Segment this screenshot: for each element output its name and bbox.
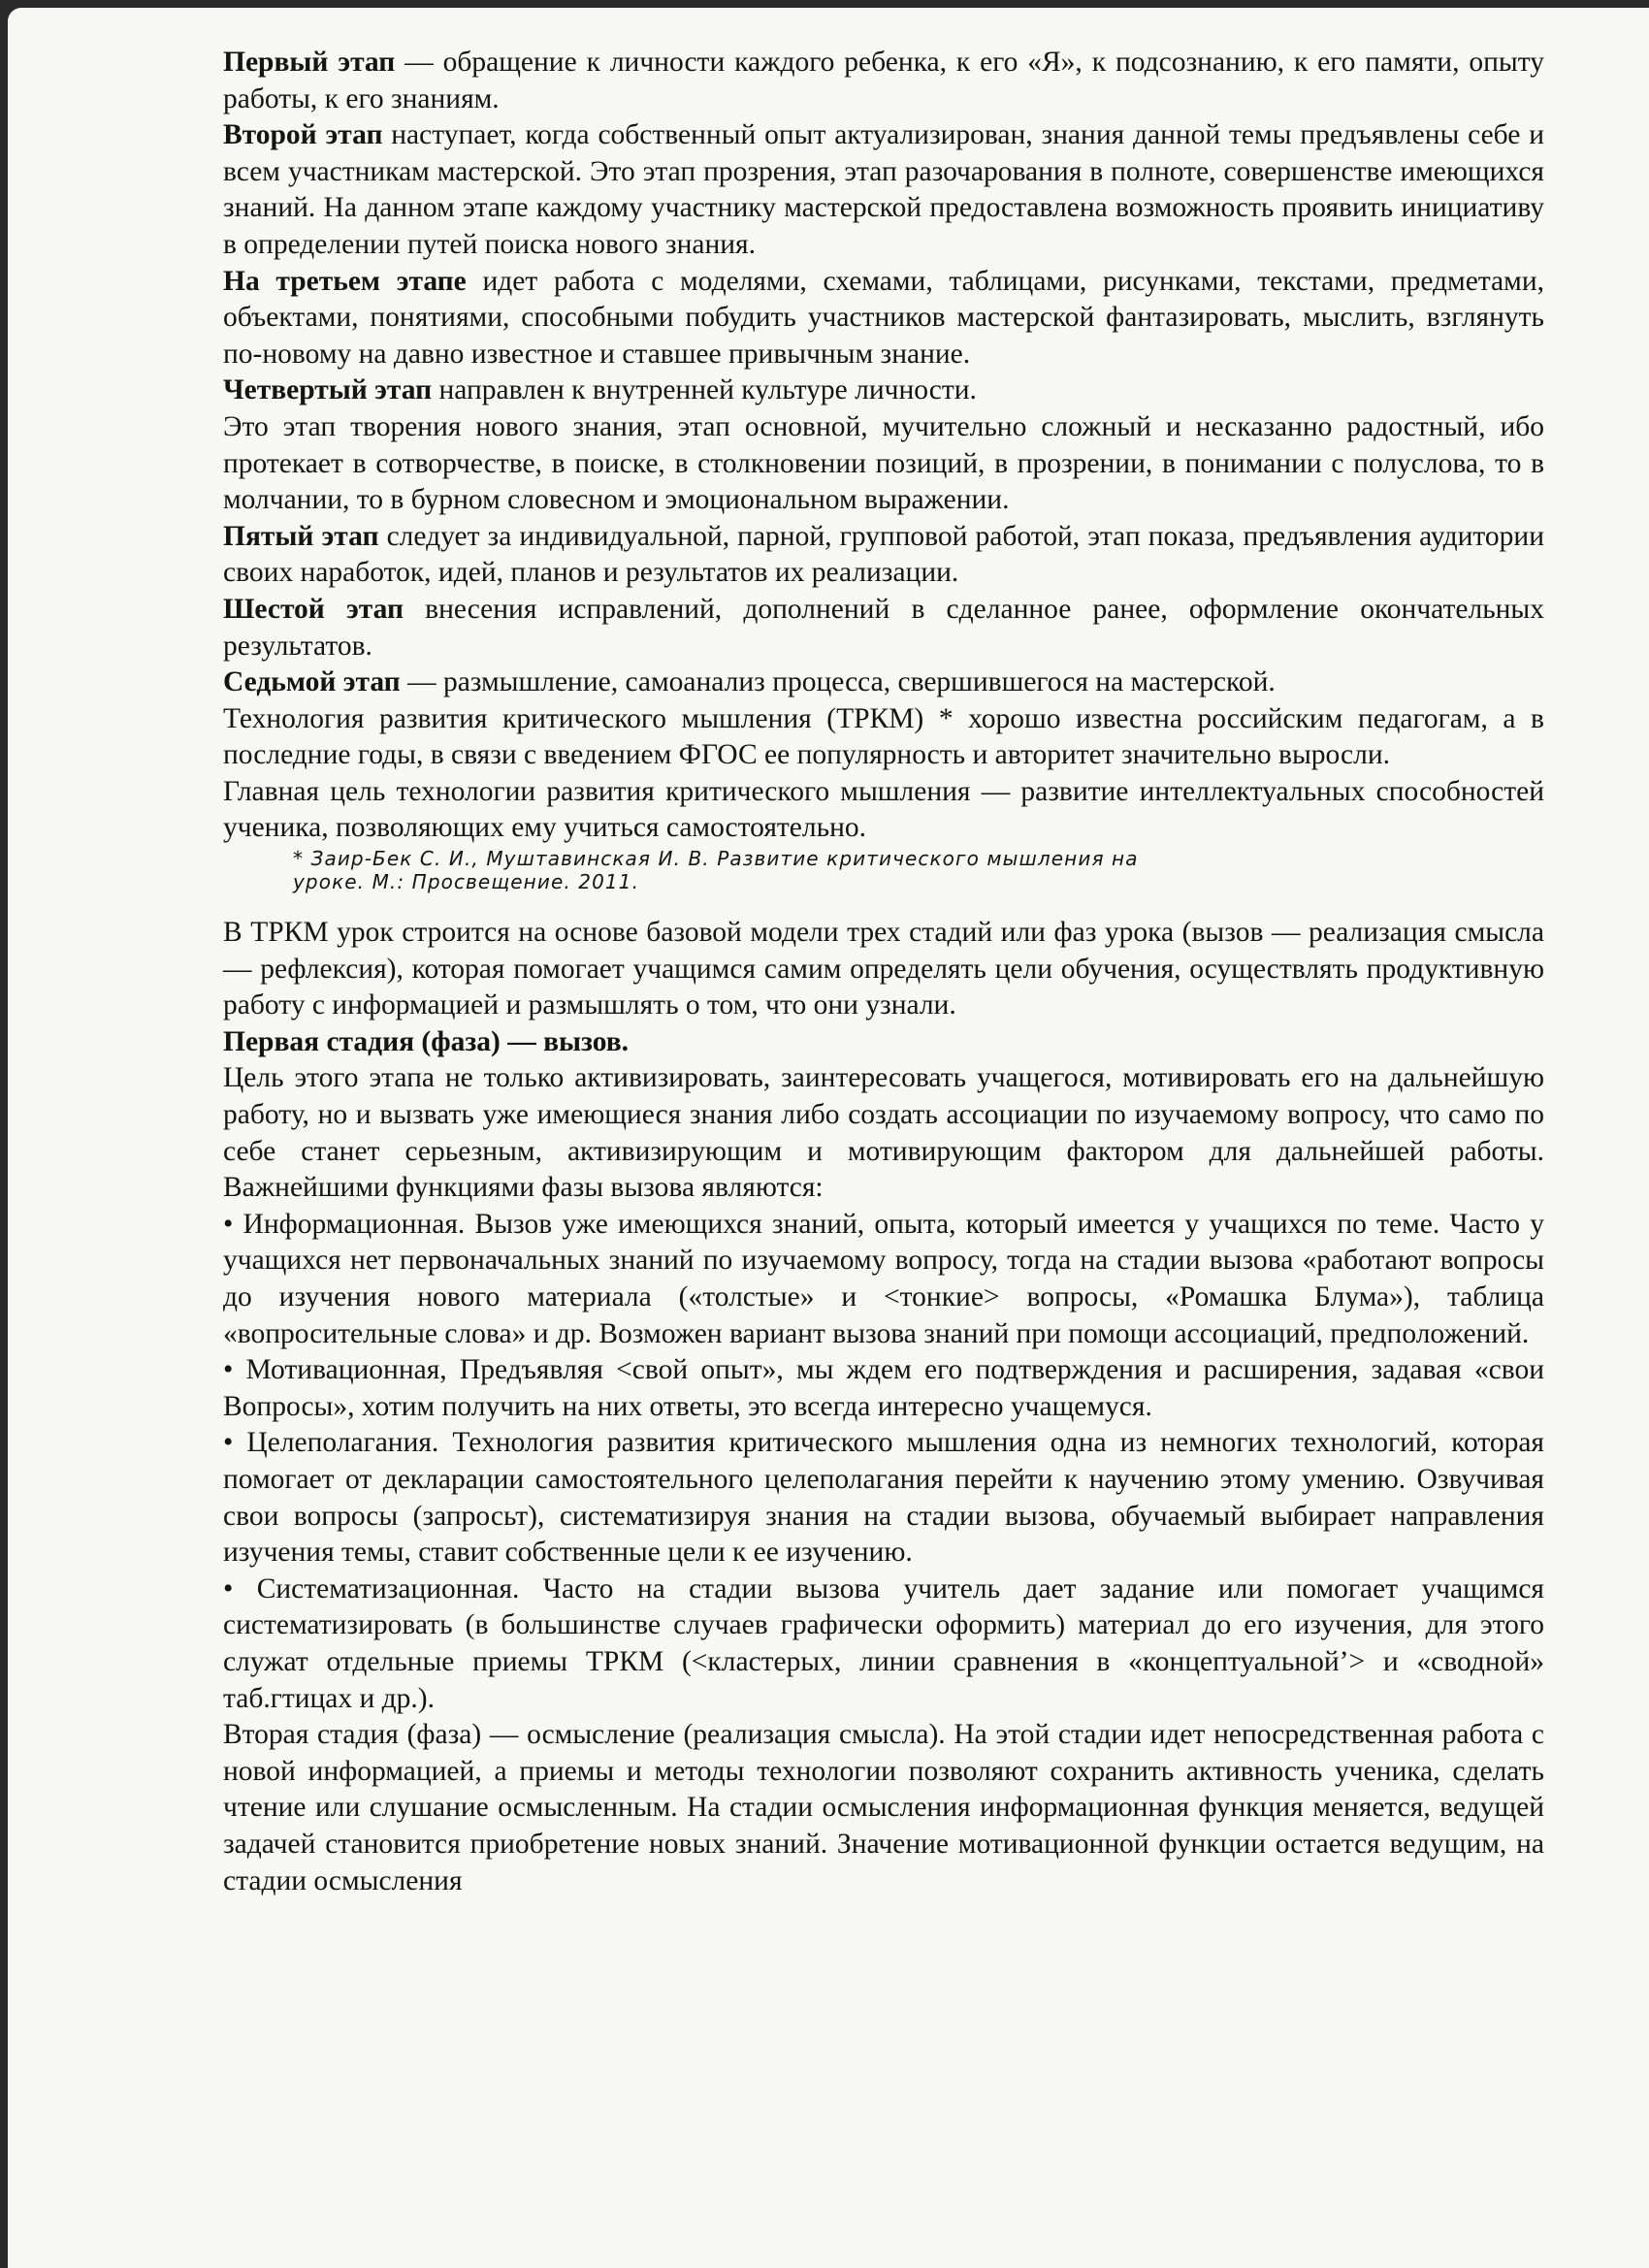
heading-first-stage [223, 1024, 1544, 1061]
lead-stage-4: Четвертый этап [223, 374, 433, 406]
text-motivational: • Мотивационная, Предъявляя <свой опыт», мы ждем его подтверждения и расширения, задавая «свои Вопросы», хотим получить на них ответы, это всегда интересно учащемуся. [223, 1354, 1544, 1422]
footnote-line-1: * Заир-Бек С. И., Муштавинская И. В. Развитие критического мышления на [293, 847, 1139, 871]
paragraph-first-stage-goal [223, 1060, 1544, 1206]
text-stage-2: наступает, когда собственный опыт актуализирован, знания данной темы предъявлены себе и всем участникам мастерской. Это этап прозрения, этап разочарования в полноте, совершенстве имеющихся знаний. На данном этапе каждому участнику мастерской предоставлена возможность проявить инициативу в определении путей поиска нового знания. [223, 119, 1544, 260]
text-lesson-model: В ТРКМ урок строится на основе базовой модели трех стадий или фаз урока (вызов — реализация смысла — рефлексия), которая помогает учащимся самим определять цели обучения, осуществлять продуктивную работу с информацией и размышлять о том, что они узнали. [223, 917, 1544, 1021]
paragraph-trkm-intro [223, 701, 1544, 774]
bullet-goal-setting [223, 1425, 1544, 1571]
paragraph-second-stage [223, 1717, 1544, 1899]
paragraph-stage-7 [223, 664, 1544, 701]
text-stage-4-detail: Это этап творения нового знания, этап основной, мучительно сложный и несказанно радостный, ибо протекает в сотворчестве, в поиске, в столкновении позиций, в прозрении, в понимании с полуслова, то в молчании, то в бурном словесном и эмоциональном выражении. [223, 410, 1544, 516]
text-stage-4: направлен к внутренней культуре личности. [432, 374, 977, 406]
paragraph-stage-6 [223, 592, 1544, 664]
lead-stage-1: Первый этап [223, 47, 396, 78]
text-stage-6: внесения исправлений, дополнений в сделанное ранее, оформление окончательных результатов. [223, 593, 1545, 662]
bullet-informational [223, 1207, 1544, 1352]
text-trkm-goal: Главная цель технологии развития критического мышления — развитие интеллектуальных способностей ученика, позволяющих ему учиться самостоятельно. [223, 775, 1544, 844]
text-stage-1: — обращение к личности каждого ребенка, к его «Я», к подсознанию, к его памяти, опыту работы, к его знаниям. [223, 47, 1544, 114]
footnote-line-2: уроке. М.: Просвещение. 2011. [293, 870, 640, 894]
paragraph-stage-1 [223, 45, 1544, 117]
text-trkm-intro: Технология развития критического мышления (ТРКМ) * хорошо известна российским педагогам, а в последние годы, в связи с введением ФГОС ее популярность и авторитет значительно выросли. [223, 702, 1544, 771]
bullet-motivational [223, 1352, 1544, 1425]
paragraph-stage-5 [223, 519, 1544, 592]
paragraph-stage-2 [223, 117, 1544, 263]
lead-stage-2: Второй этап [223, 119, 383, 151]
lead-stage-6: Шестой этап [223, 593, 404, 625]
paragraph-stage-4 [223, 373, 1544, 409]
text-stage-7: — размышление, самоанализ процесса, свершившегося на мастерской. [400, 666, 1276, 698]
text-first-stage-goal: Цель этого этапа не только активизировать, заинтересовать учащегося, мотивировать его на дальнейшую работу, но и вызвать уже имеющиеся знания либо создать ассоциации по изучаемому вопросу, что само по себе станет серьезным, активизирующим и мотивирующим фактором для дальнейшей работы. Важнейшими функциями фазы вызова являются: [223, 1062, 1544, 1204]
bullet-systematization [223, 1571, 1544, 1717]
text-systematization: • Систематизационная. Часто на стадии вызова учитель дает задание или помогает учащимся систематизировать (в большинстве случаев графически оформить) материал до его изучения, для этого служат отдельные приемы ТРКМ (<кластерых, линии сравнения в «концептуальной’> и «сводной» таб.гтицах и др.). [223, 1572, 1544, 1714]
text-informational: • Информационная. Вызов уже имеющихся знаний, опыта, который имеется у учащихся по теме. Часто у учащихся нет первоначальных знаний по изучаемому вопросу, тогда на стадии вызова «работают вопросы до изучения нового материала («толстые» и <тонкие> вопросы, «Ромашка Блума»), таблица «вопросительные слова» и др. Возможен вариант вызова знаний при помощи ассоциаций, предположений. [223, 1208, 1544, 1349]
paragraph-stage-3 [223, 264, 1544, 373]
text-goal-setting: • Целеполагания. Технология развития критического мышления одна из немногих технологий, которая помогает от декларации самостоятельного целеполагания перейти к научению этому умению. Озвучивая свои вопросы (запросьт), систематизируя знания на стадии вызова, обучаемый выбирает направления изучения темы, ставит собственные цели к ее изучению. [223, 1427, 1544, 1569]
paragraph-lesson-model [223, 915, 1544, 1024]
text-second-stage: Вторая стадия (фаза) — осмысление (реализация смысла). На этой стадии идет непосредственная работа с новой информацией, а приемы и методы технологии позволяют сохранить активность ученика, сделать чтение или слушание осмысленным. На стадии осмысления информационная функция меняется, ведущей задачей становится приобретение новых знаний. Значение мотивационной функции остается ведущим, на стадии осмысления [223, 1719, 1544, 1896]
footnote [223, 847, 1544, 893]
paragraph-stage-4-detail [223, 409, 1544, 519]
document-body [223, 45, 1544, 1899]
text-stage-3: идет работа с моделями, схемами, таблицами, рисунками, текстами, предметами, объектами, понятиями, способными побудить участников мастерской фантазировать, мыслить, взглянуть по-новому на давно известное и ставшее привычным знание. [223, 265, 1544, 370]
lead-stage-3: На третьем этапе [223, 265, 467, 297]
scanned-page [8, 8, 1649, 2268]
lead-stage-7: Седьмой этап [223, 666, 401, 698]
lead-first-stage: Первая стадия (фаза) — вызов. [223, 1025, 630, 1057]
lead-stage-5: Пятый этап [223, 520, 379, 552]
paragraph-trkm-goal [223, 774, 1544, 847]
text-stage-5: следует за индивидуальной, парной, групповой работой, этап показа, предъявления аудитории своих наработок, идей, планов и результатов их реализации. [223, 520, 1544, 589]
